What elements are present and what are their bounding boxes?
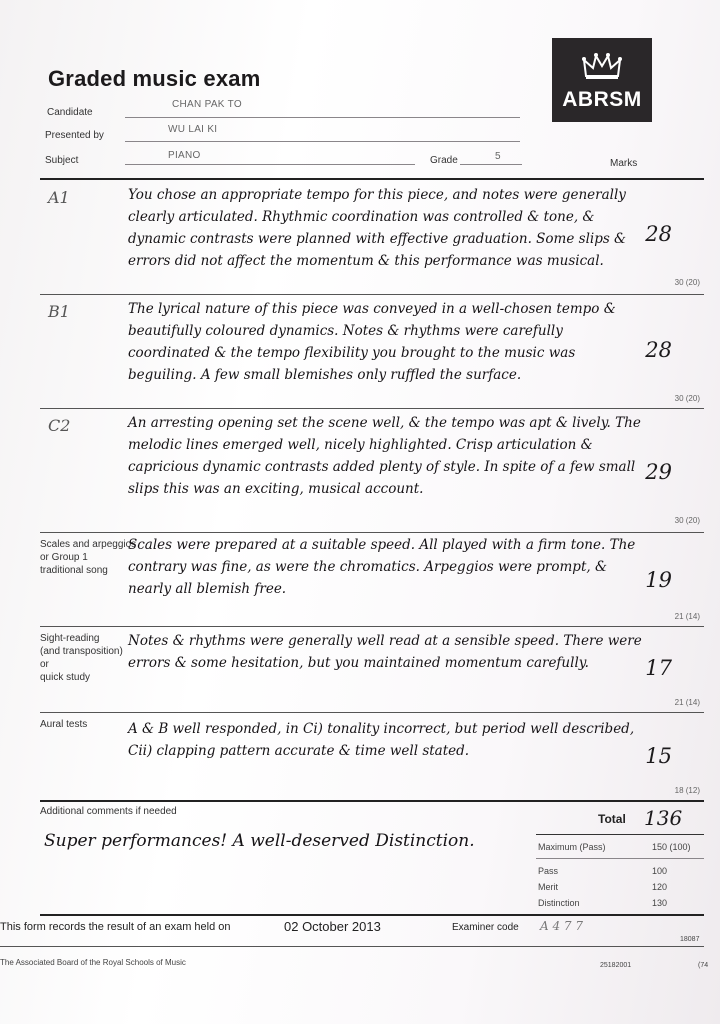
subject-value: PIANO <box>168 150 201 161</box>
maximum-underline <box>536 858 704 859</box>
section-max: 21 (14) <box>674 698 700 707</box>
maximum-value: 150 (100) <box>652 842 691 852</box>
crown-icon <box>582 52 622 80</box>
section-comment: Notes & rhythms were generally well read at a sensible speed. There were errors & some hesitation, but you maintained momentum carefully. <box>128 633 642 671</box>
aural-rule <box>40 800 704 802</box>
section-scales <box>40 534 704 626</box>
comments-label: Additional comments if needed <box>40 806 177 817</box>
merit-label: Merit <box>538 882 558 892</box>
section-label: Sight-reading (and transposition) or quick study <box>40 633 123 683</box>
pass-label: Pass <box>538 866 559 876</box>
candidate-value: CHAN PAK TO <box>172 99 242 110</box>
distinction-value: 130 <box>652 898 668 908</box>
form-code: 18087 <box>680 936 700 943</box>
subject-label: Subject <box>45 155 79 166</box>
section-mark: 19 <box>645 568 672 592</box>
section-comment: Scales were prepared at a suitable speed. All played with a firm tone. The contrary was fine, as were the chromatics. Arpeggios were prompt, & nearly all blemish free. <box>128 537 636 597</box>
section-b1 <box>40 296 704 406</box>
section-aural <box>40 714 704 800</box>
serial-number: 25182001 <box>600 962 632 969</box>
examiner-label: Examiner code <box>452 922 519 933</box>
maximum-label: Maximum (Pass) <box>538 842 606 852</box>
page-code: (74 <box>698 962 709 969</box>
section-max: 30 (20) <box>674 516 700 525</box>
held-text: This form records the result of an exam held on <box>0 921 231 933</box>
section-comment: A & B well responded, in Ci) tonality incorrect, but period well described, Cii) clapping pattern accurate & time well stated. <box>128 721 635 759</box>
total-underline <box>536 834 704 835</box>
section-code: B1 <box>48 302 70 321</box>
board-name: The Associated Board of the Royal Schools of Music <box>0 958 186 967</box>
section-divider <box>40 294 704 295</box>
marks-label: Marks <box>610 158 638 169</box>
presented-underline <box>125 141 520 142</box>
subject-underline <box>125 164 415 165</box>
section-mark: 28 <box>645 222 672 246</box>
section-max: 30 (20) <box>674 394 700 403</box>
section-code: A1 <box>48 188 70 207</box>
abrsm-logo <box>552 38 652 122</box>
section-a1 <box>40 182 704 294</box>
section-mark: 17 <box>645 656 672 680</box>
section-code: C2 <box>48 416 71 435</box>
presented-label: Presented by <box>45 130 104 141</box>
section-divider <box>40 712 704 713</box>
footer-bottom-rule <box>0 946 704 947</box>
section-comment: An arresting opening set the scene well, & the tempo was apt & lively. The melodic lines emerged well, nicely highlighted. Crisp articulation & capricious dynamic contrasts added plenty of style. In spite of a few small slips this was an exciting, musical account. <box>128 415 641 497</box>
pass-value: 100 <box>652 866 668 876</box>
grade-value: 5 <box>495 151 501 162</box>
merit-value: 120 <box>652 882 668 892</box>
section-max: 21 (14) <box>674 612 700 621</box>
section-mark: 15 <box>645 744 672 768</box>
section-max: 30 (20) <box>674 278 700 287</box>
section-mark: 28 <box>645 338 672 362</box>
section-divider <box>40 626 704 627</box>
presented-value: WU LAI KI <box>168 124 218 135</box>
comments-text: Super performances! A well-deserved Distinction. <box>44 831 475 851</box>
candidate-underline <box>125 117 520 118</box>
section-mark: 29 <box>645 460 672 484</box>
examiner-code: A 4 7 7 <box>540 919 584 933</box>
grade-label: Grade <box>430 155 458 166</box>
section-comment: The lyrical nature of this piece was conveyed in a well-chosen tempo & beautifully coloured dynamics. Notes & rhythms were carefully coordinated & the tempo flexibility you brought to the music was beguiling. A few small blemishes only ruffled the surface. <box>128 301 616 383</box>
section-label: Aural tests <box>40 719 88 730</box>
header-rule <box>40 178 704 180</box>
section-label: Scales and arpeggios or Group 1 traditional song <box>40 539 137 576</box>
section-divider <box>40 408 704 409</box>
footer-rule <box>40 914 704 916</box>
grade-underline <box>460 164 522 165</box>
section-comment: You chose an appropriate tempo for this piece, and notes were generally clearly articulated. Rhythmic coordination was controlled & tone, & dynamic contrasts were planned with effective graduation. Some slips & errors did not affect the momentum & this performance was musical. <box>128 187 627 269</box>
exam-date: 02 October 2013 <box>284 919 381 934</box>
section-c2 <box>40 410 704 530</box>
total-value: 136 <box>644 806 683 830</box>
distinction-label: Distinction <box>538 898 580 908</box>
section-sight-reading <box>40 628 704 712</box>
candidate-label: Candidate <box>47 107 93 118</box>
page-title: Graded music exam <box>48 66 261 91</box>
section-max: 18 (12) <box>674 786 700 795</box>
total-label: Total <box>598 812 626 826</box>
section-divider <box>40 532 704 533</box>
logo-text: ABRSM <box>562 88 642 111</box>
